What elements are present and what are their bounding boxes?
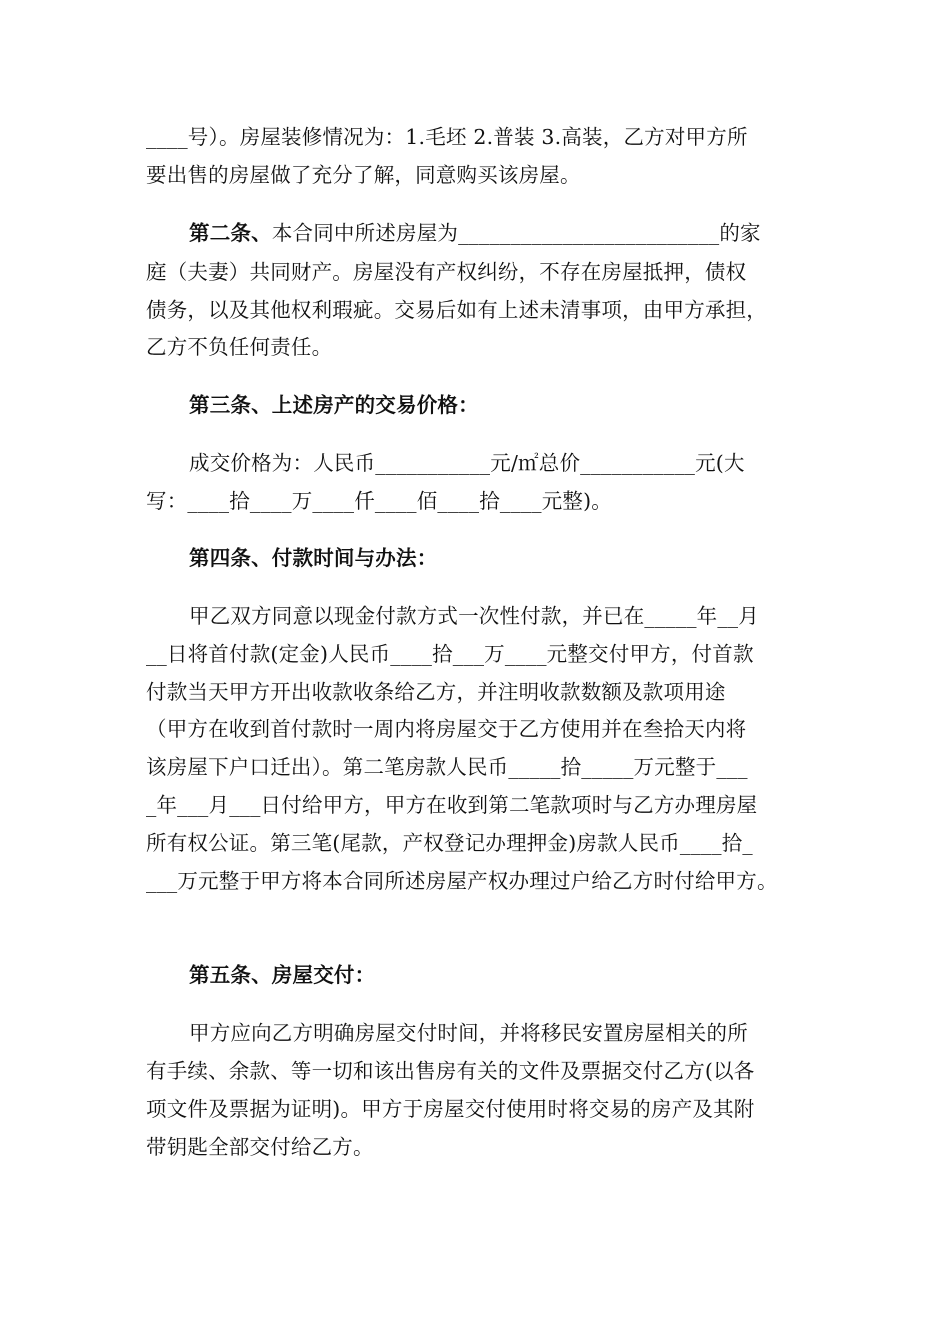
article3-line-2: 写：____拾____万____仟____佰____拾____元整)。	[146, 489, 612, 513]
article2-line-3: 债务，以及其他权利瑕疵。交易后如有上述未清事项，由甲方承担，	[146, 298, 767, 322]
article4-line-3: 付款当天甲方开出收款收条给乙方，并注明收款数额及款项用途	[146, 680, 726, 704]
article4-line-8: ___万元整于甲方将本合同所述房屋产权办理过户给乙方时付给甲方。	[146, 869, 778, 893]
article5-line-4: 带钥匙全部交付给乙方。	[146, 1135, 374, 1159]
article5-line-3: 项文件及票据为证明)。甲方于房屋交付使用时将交易的房产及其附	[146, 1097, 755, 1121]
paragraph1-line-2: 要出售的房屋做了充分了解，同意购买该房屋。	[146, 163, 581, 187]
article4-heading: 第四条、付款时间与办法：	[189, 546, 438, 570]
article5-line-1: 甲方应向乙方明确房屋交付时间，并将移民安置房屋相关的所	[189, 1021, 748, 1045]
paragraph1-line-1: ____号）。房屋装修情况为：1.毛坯 2.普装 3.高装，乙方对甲方所	[146, 125, 748, 149]
article4-line-7: 所有权公证。第三笔(尾款，产权登记办理押金)房款人民币____拾_	[146, 831, 753, 855]
article2-heading: 第二条、	[189, 221, 272, 245]
article2-line-1: 本合同中所述房屋为_________________________的家	[271, 221, 761, 245]
article4-line-4: （甲方在收到首付款时一周内将房屋交于乙方使用并在叁拾天内将	[146, 717, 747, 741]
article4-line-1: 甲乙双方同意以现金付款方式一次性付款，并已在_____年__月	[189, 604, 759, 628]
article3-heading: 第三条、上述房产的交易价格：	[189, 393, 479, 417]
article5-heading: 第五条、房屋交付：	[189, 963, 376, 987]
article4-line-6: _年___月___日付给甲方，甲方在收到第二笔款项时与乙方办理房屋	[146, 793, 758, 817]
article5-line-2: 有手续、余款、等一切和该出售房有关的文件及票据交付乙方(以各	[146, 1059, 755, 1083]
article2-first-line	[189, 216, 761, 250]
article2-line-4: 乙方不负任何责任。	[146, 335, 333, 359]
article4-line-5: 该房屋下户口迁出）。第二笔房款人民币_____拾_____万元整于___	[146, 755, 748, 779]
article4-line-2: __日将首付款(定金)人民币____拾___万____元整交付甲方，付首款	[146, 642, 754, 666]
article3-line-1: 成交价格为：人民币___________元/㎡总价___________元(大	[189, 451, 745, 475]
article2-line-2: 庭（夫妻）共同财产。房屋没有产权纠纷，不存在房屋抵押，债权	[146, 260, 747, 284]
